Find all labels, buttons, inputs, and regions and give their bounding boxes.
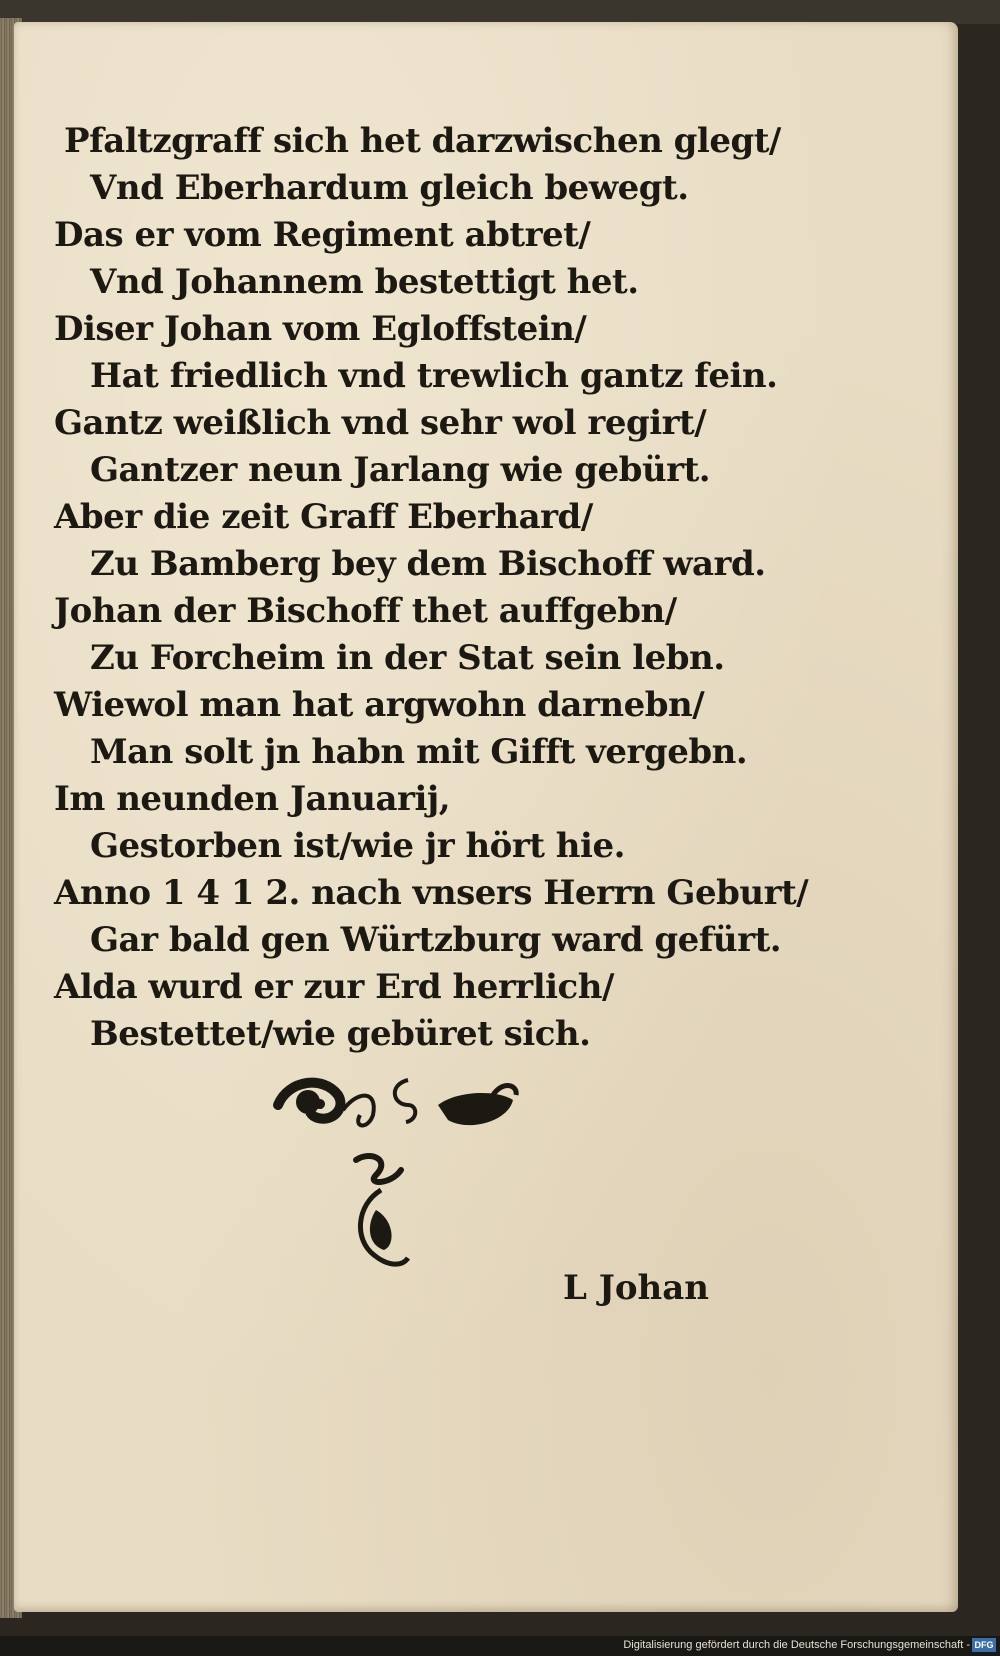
verse-line: Johan der Bischoff thet auffgebn/: [54, 591, 677, 631]
dfg-logo: DFG: [972, 1638, 996, 1652]
verse-line: Wiewol man hat argwohn darnebn/: [54, 685, 705, 725]
verse-line: Das er vom Regiment abtret/: [54, 215, 591, 255]
verse-line: Gar bald gen Würtzburg ward gefürt.: [90, 920, 782, 960]
tailpiece-flourish: [346, 1150, 416, 1280]
verse-line: Alda wurd er zur Erd herrlich/: [54, 967, 614, 1007]
verse-line: Im neunden Januarij,: [54, 779, 451, 819]
verse-line: Aber die zeit Graff Eberhard/: [54, 497, 593, 537]
verse-line: Hat friedlich vnd trewlich gantz fein.: [90, 356, 778, 396]
verse-line: Zu Bamberg bey dem Bischoff ward.: [90, 544, 766, 584]
top-strip: [0, 0, 1000, 24]
verse-line: Zu Forcheim in der Stat sein lebn.: [90, 638, 725, 678]
verse-line: Gestorben ist/wie jr hört hie.: [90, 826, 625, 866]
fleuron-ornament: [268, 1060, 528, 1140]
verse-line: Gantz weißlich vnd sehr wol regirt/: [54, 403, 707, 443]
catchword: L Johan: [563, 1268, 709, 1308]
verse-line: Anno 1 4 1 2. nach vnsers Herrn Geburt/: [54, 873, 809, 913]
verse-line: Gantzer neun Jarlang wie gebürt.: [90, 450, 711, 490]
verse-line: Vnd Johannem bestettigt het.: [90, 262, 639, 302]
footer-credit: Digitalisierung gefördert durch die Deutsche Forschungsgemeinschaft -: [623, 1639, 970, 1651]
book-page: [14, 22, 958, 1612]
verse-line: Diser Johan vom Egloffstein/: [54, 309, 587, 349]
verse-line: Vnd Eberhardum gleich bewegt.: [90, 168, 689, 208]
verse-line: Man solt jn habn mit Gifft vergebn.: [90, 732, 748, 772]
verse-line: Bestettet/wie gebüret sich.: [90, 1014, 591, 1054]
verse-line: Pfaltzgraff sich het darzwischen glegt/: [64, 121, 781, 161]
poem-text: [54, 118, 834, 1058]
